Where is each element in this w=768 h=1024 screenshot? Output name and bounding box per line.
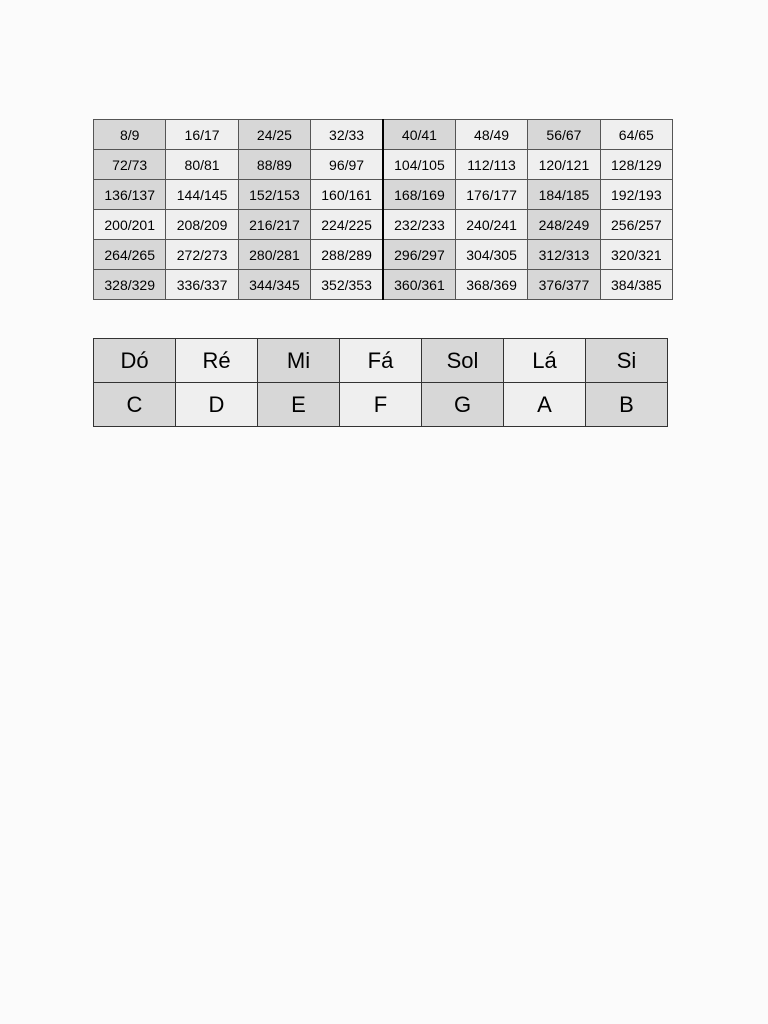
table-cell: 272/273 [166,240,238,270]
table-cell: 152/153 [238,180,310,210]
table-cell: 24/25 [238,120,310,150]
table-cell: 288/289 [311,240,383,270]
table-cell: 112/113 [455,150,527,180]
table-cell: 296/297 [383,240,455,270]
table-cell: 304/305 [455,240,527,270]
table-cell: 200/201 [94,210,166,240]
table-cell: 224/225 [311,210,383,240]
table-cell: 80/81 [166,150,238,180]
table-cell: 344/345 [238,270,310,300]
table-cell: 104/105 [383,150,455,180]
note-letter-cell: G [422,383,504,427]
table-cell: 376/377 [528,270,600,300]
table-cell: 56/67 [528,120,600,150]
table-cell: 160/161 [311,180,383,210]
table-row [94,120,673,150]
table-cell: 136/137 [94,180,166,210]
table-cell: 16/17 [166,120,238,150]
table-cell: 384/385 [600,270,672,300]
table-cell: 216/217 [238,210,310,240]
table-cell: 128/129 [600,150,672,180]
fraction-table [93,119,673,300]
table-cell: 72/73 [94,150,166,180]
letter-row [94,383,668,427]
table-cell: 208/209 [166,210,238,240]
note-letter-cell: A [504,383,586,427]
table-cell: 256/257 [600,210,672,240]
music-notes-table [93,338,668,427]
note-letter-cell: B [586,383,668,427]
note-solfege-cell: Si [586,339,668,383]
table-cell: 320/321 [600,240,672,270]
note-letter-cell: E [258,383,340,427]
table-row [94,150,673,180]
table-cell: 96/97 [311,150,383,180]
note-letter-cell: F [340,383,422,427]
note-solfege-cell: Lá [504,339,586,383]
table-cell: 144/145 [166,180,238,210]
solfege-row [94,339,668,383]
note-solfege-cell: Fá [340,339,422,383]
table-row [94,180,673,210]
table-cell: 88/89 [238,150,310,180]
table-cell: 280/281 [238,240,310,270]
table-row [94,240,673,270]
table-cell: 8/9 [94,120,166,150]
table-cell: 40/41 [383,120,455,150]
table-cell: 328/329 [94,270,166,300]
note-letter-cell: C [94,383,176,427]
table-cell: 360/361 [383,270,455,300]
table-cell: 312/313 [528,240,600,270]
table-cell: 120/121 [528,150,600,180]
table-cell: 32/33 [311,120,383,150]
table-cell: 264/265 [94,240,166,270]
note-solfege-cell: Ré [176,339,258,383]
table-cell: 336/337 [166,270,238,300]
table-cell: 168/169 [383,180,455,210]
table-cell: 176/177 [455,180,527,210]
note-solfege-cell: Mi [258,339,340,383]
table-cell: 352/353 [311,270,383,300]
table-cell: 184/185 [528,180,600,210]
note-letter-cell: D [176,383,258,427]
table-cell: 248/249 [528,210,600,240]
table-cell: 368/369 [455,270,527,300]
table-row [94,210,673,240]
table-cell: 64/65 [600,120,672,150]
table-cell: 192/193 [600,180,672,210]
table-row [94,270,673,300]
note-solfege-cell: Sol [422,339,504,383]
table-cell: 232/233 [383,210,455,240]
note-solfege-cell: Dó [94,339,176,383]
table-cell: 48/49 [455,120,527,150]
table-cell: 240/241 [455,210,527,240]
